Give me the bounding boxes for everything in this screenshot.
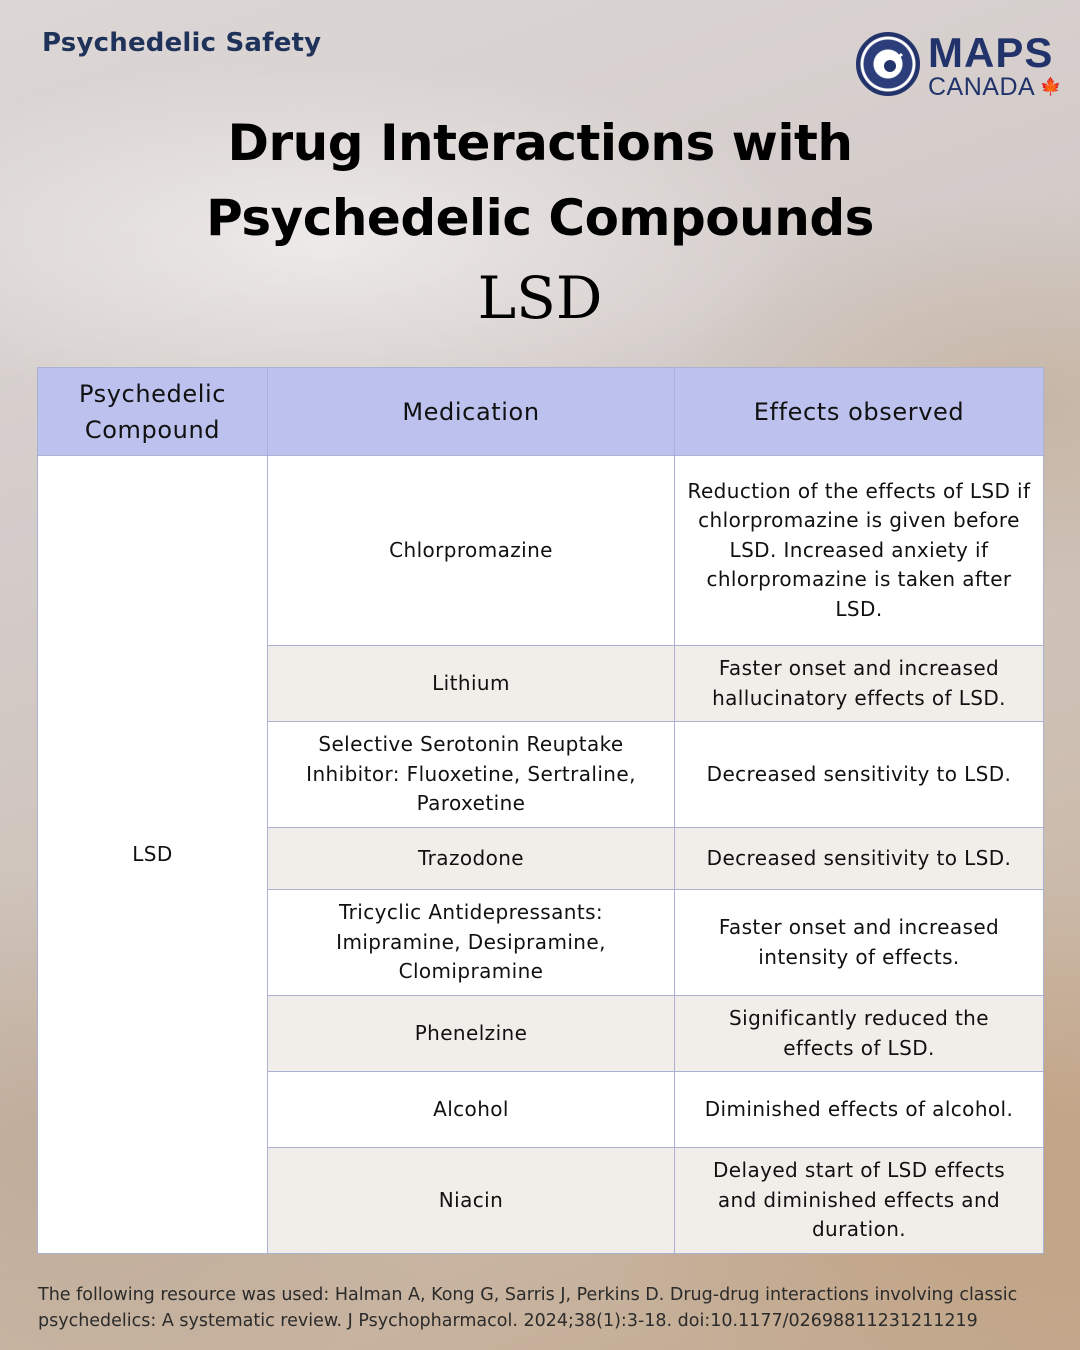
table-row [38, 456, 1044, 646]
effect-cell [675, 890, 1044, 996]
interactions-table [37, 367, 1044, 1254]
page-title-line-2: Psychedelic Compounds [206, 189, 874, 247]
medication-cell [268, 890, 675, 996]
effect-cell: Decreased sensitivity to LSD. [675, 828, 1044, 890]
medication-cell: Trazodone [268, 828, 675, 890]
logo-wordmark-maps: MAPS [928, 29, 1054, 76]
column-header-effects: Effects observed [675, 368, 1044, 456]
medication-text: Tricyclic Antidepressants: Imipramine, Desipramine, Clomipramine [336, 900, 606, 984]
page-title-line-1: Drug Interactions with [227, 114, 853, 172]
effect-cell [675, 456, 1044, 646]
effect-cell: Diminished effects of alcohol. [675, 1072, 1044, 1148]
effect-text: Faster onset and increased intensity of effects. [718, 915, 1000, 969]
effect-text: Faster onset and increased hallucinatory effects of LSD. [712, 656, 1006, 710]
effect-cell [675, 996, 1044, 1072]
effect-cell: Decreased sensitivity to LSD. [675, 722, 1044, 828]
citation-footer: The following resource was used: Halman A, Kong G, Sarris J, Perkins D. Drug-drug interactions involving classic psychedelics: A systematic review. J Psychopharmacol. 2024;38(1):3-18. doi:10.1177/02698811231211219 [38, 1285, 1018, 1331]
effect-cell [675, 1148, 1044, 1254]
effect-text: Reduction of the effects of LSD if chlorpromazine is given before LSD. Increased anxiety if chlorpromazine is taken after LSD. [687, 478, 1031, 621]
maps-canada-logo[interactable] [856, 30, 1062, 100]
effect-text: Delayed start of LSD effects and diminished effects and duration. [712, 1158, 1006, 1242]
maple-leaf-icon: 🍁 [1040, 77, 1062, 97]
column-header-compound-label: Psychedelic Compound [78, 379, 227, 444]
table-header-row [38, 368, 1044, 456]
medication-cell [268, 722, 675, 828]
logo-wordmark-canada: CANADA [928, 73, 1036, 101]
medication-cell: Lithium [268, 646, 675, 722]
medication-text: Selective Serotonin Reuptake Inhibitor: Fluoxetine, Sertraline, Paroxetine [306, 732, 636, 816]
medication-cell: Niacin [268, 1148, 675, 1254]
section-label: Psychedelic Safety [42, 28, 322, 58]
effect-cell [675, 646, 1044, 722]
medication-cell: Chlorpromazine [268, 456, 675, 646]
medication-cell: Phenelzine [268, 996, 675, 1072]
compound-cell: LSD [38, 456, 268, 1254]
effect-text: Significantly reduced the effects of LSD. [729, 1006, 989, 1060]
maps-emblem-icon [856, 32, 920, 96]
medication-cell: Alcohol [268, 1072, 675, 1148]
compound-subtitle: LSD [477, 264, 603, 332]
column-header-medication: Medication [268, 368, 675, 456]
column-header-compound [38, 368, 268, 456]
